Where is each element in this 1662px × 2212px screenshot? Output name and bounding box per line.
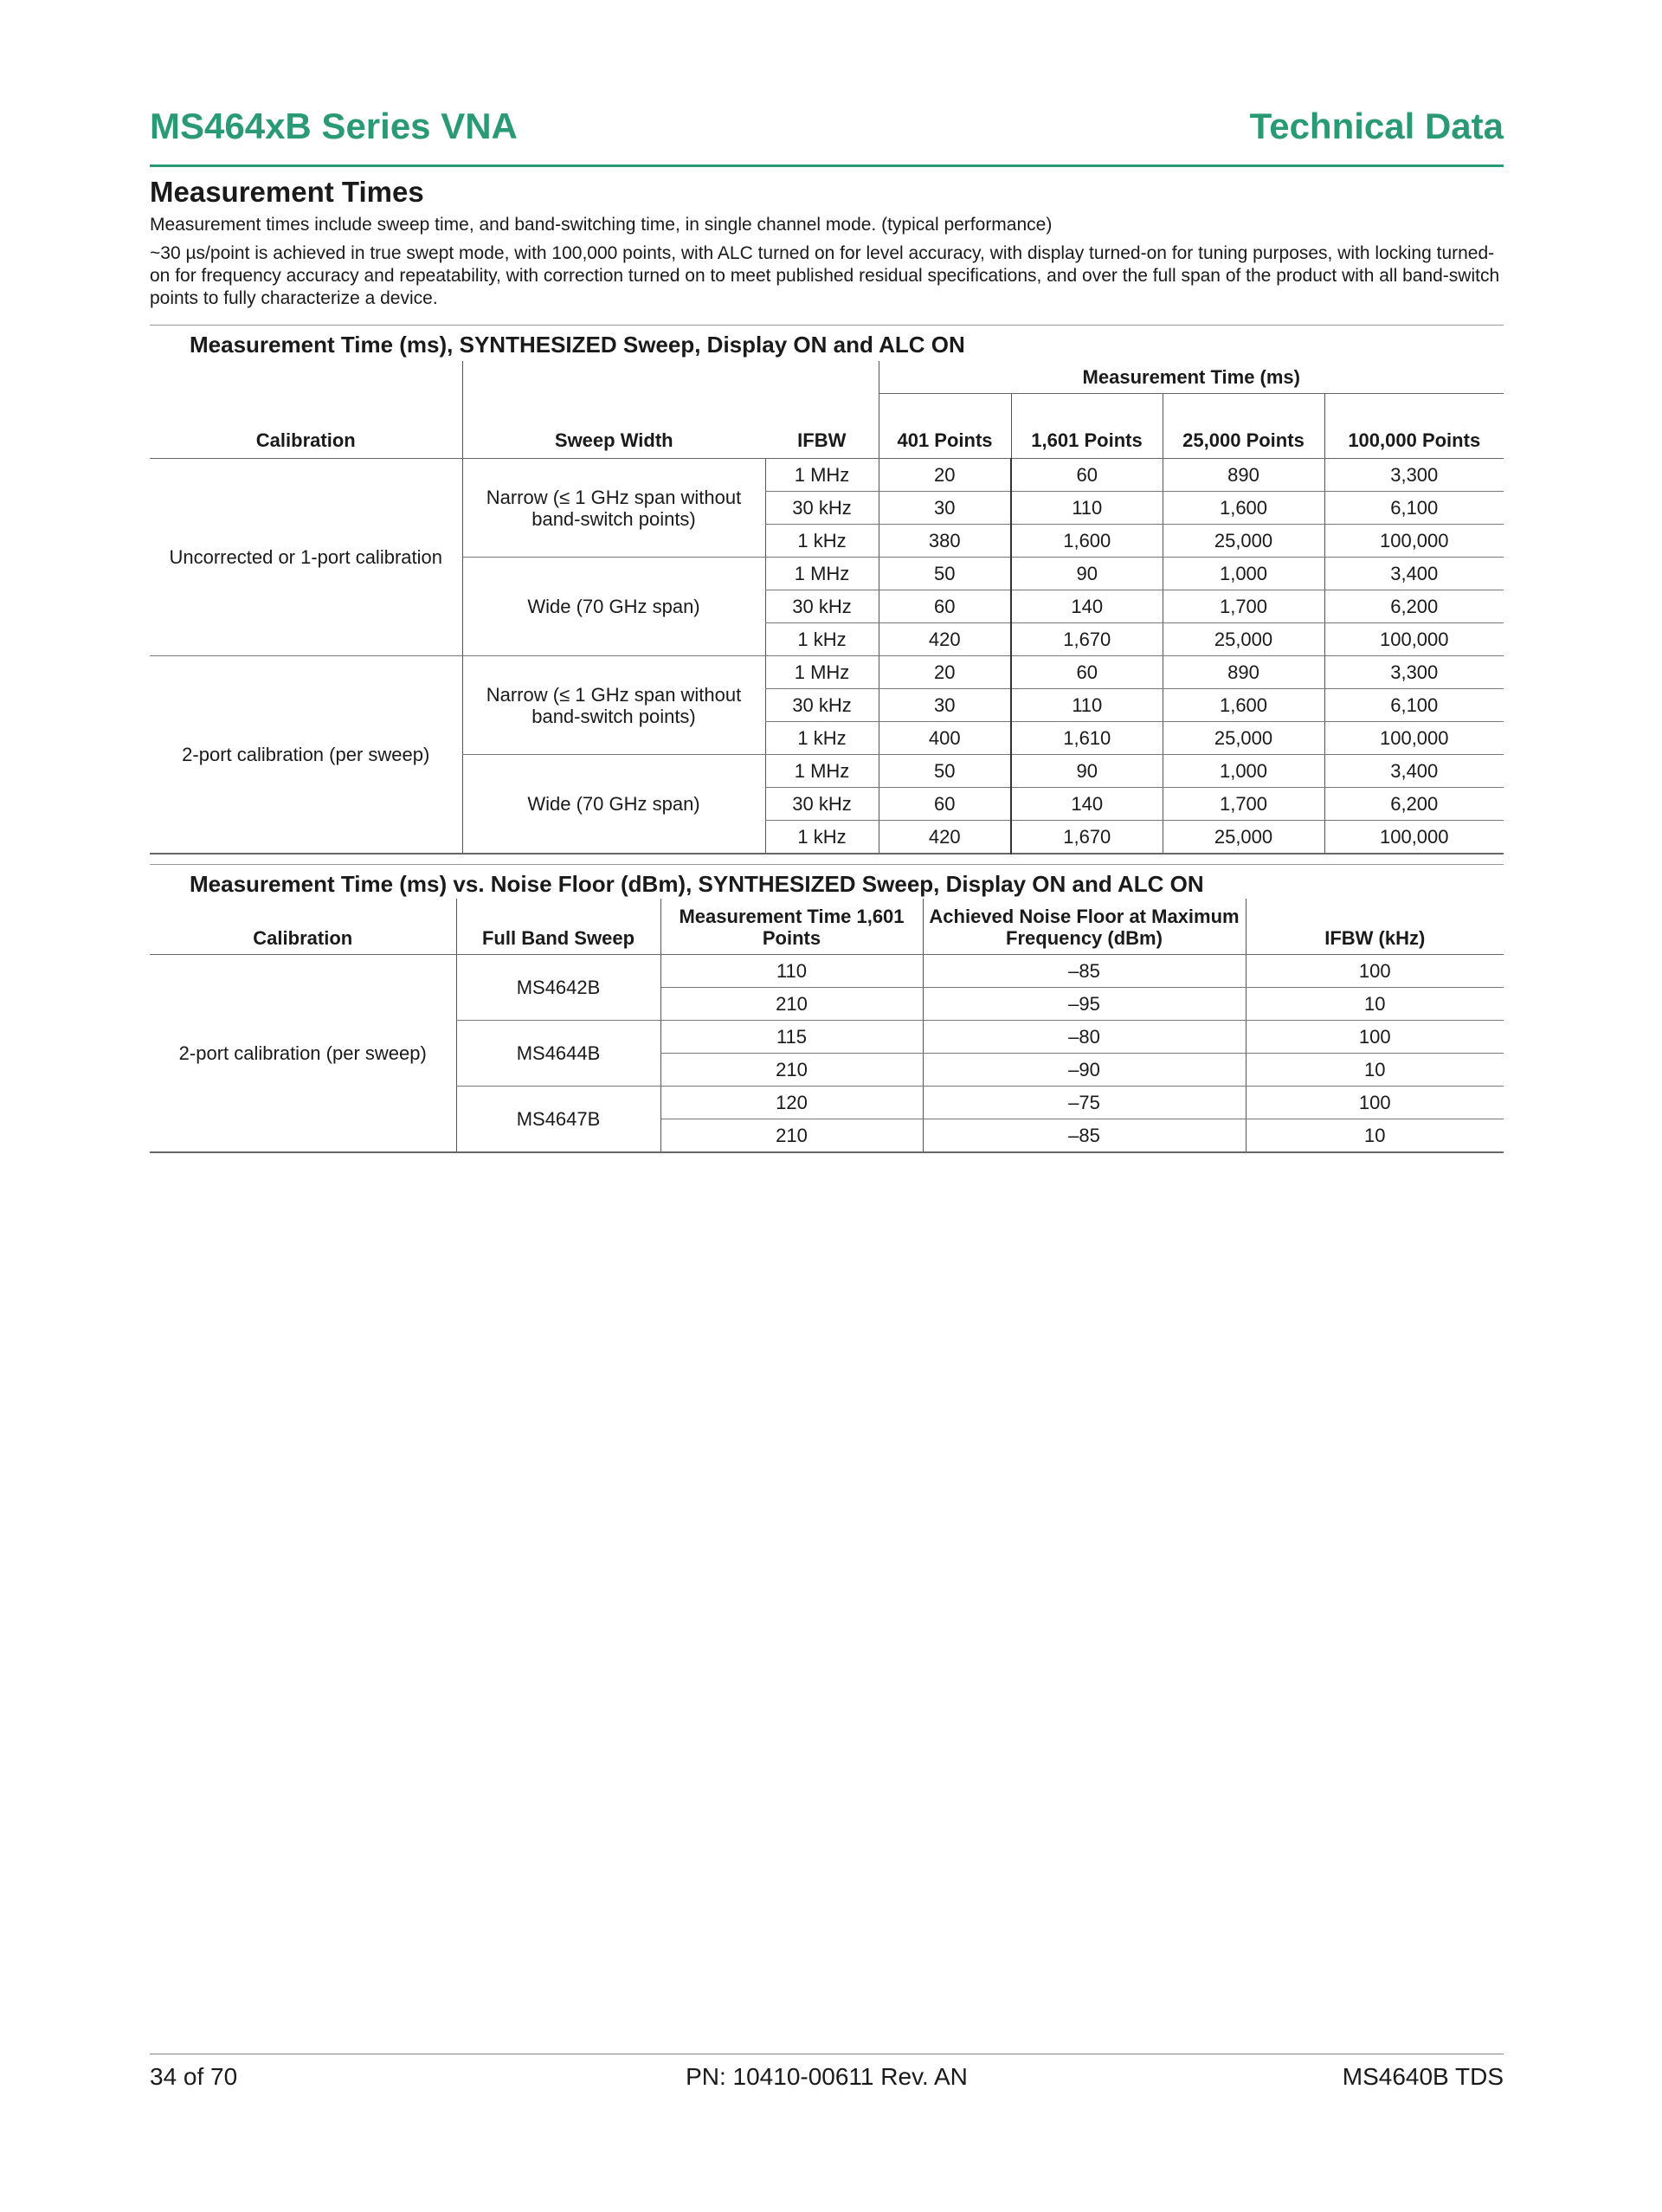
model-cell: MS4647B <box>456 1087 660 1153</box>
table-row <box>150 955 1504 988</box>
ifbw-cell: 1 MHz <box>765 459 879 492</box>
time-value-cell: 30 <box>879 492 1011 525</box>
calibration-cell: 2-port calibration (per sweep) <box>150 955 456 1153</box>
time-value-cell: 1,600 <box>1011 525 1163 558</box>
time-value-cell: 1,600 <box>1163 689 1324 722</box>
sweep-width-cell: Wide (70 GHz span) <box>462 755 765 854</box>
ifbw-cell: 30 kHz <box>765 689 879 722</box>
page-number: 34 of 70 <box>150 2063 238 2090</box>
time-value-cell: 3,400 <box>1324 755 1504 788</box>
time-value-cell: 25,000 <box>1163 623 1324 656</box>
ifbw-cell: 1 kHz <box>765 623 879 656</box>
time-value-cell: 100,000 <box>1324 623 1504 656</box>
ifbw-cell: 100 <box>1246 1021 1504 1054</box>
column-header: 401 Points <box>879 394 1011 459</box>
time-value-cell: 20 <box>879 656 1011 689</box>
time-value-cell: 140 <box>1011 590 1163 623</box>
time-value-cell: 6,200 <box>1324 788 1504 821</box>
time-value-cell: 1,000 <box>1163 755 1324 788</box>
noise-floor-table <box>150 899 1504 1153</box>
intro-text <box>150 214 1509 316</box>
time-value-cell: 1,700 <box>1163 590 1324 623</box>
time-value-cell: 380 <box>879 525 1011 558</box>
ifbw-cell: 1 MHz <box>765 755 879 788</box>
part-number: PN: 10410-00611 Rev. AN <box>686 2063 968 2090</box>
column-header: Achieved Noise Floor at Maximum Frequency (dBm) <box>923 899 1246 955</box>
ifbw-cell: 10 <box>1246 988 1504 1021</box>
header-spacer <box>150 361 462 394</box>
column-header: Calibration <box>150 394 462 459</box>
ifbw-cell: 100 <box>1246 1087 1504 1119</box>
measurement-time-cell: 210 <box>660 1054 923 1087</box>
time-value-cell: 25,000 <box>1163 722 1324 755</box>
section-label: Technical Data <box>1249 106 1504 146</box>
time-value-cell: 90 <box>1011 755 1163 788</box>
noise-floor-cell: –75 <box>923 1087 1246 1119</box>
ifbw-cell: 1 kHz <box>765 722 879 755</box>
time-value-cell: 3,400 <box>1324 558 1504 590</box>
time-value-cell: 60 <box>1011 656 1163 689</box>
intro-paragraph: ~30 µs/point is achieved in true swept mode, with 100,000 points, with ALC turned on for level accuracy, with display turned-on for tuning purposes, with locking turned-on for frequency accuracy and repeatability, with correction turned on to meet published residual specifications, and over the full span of the product with all band-switch points to fully characterize a device. <box>150 243 1500 308</box>
ifbw-cell: 30 kHz <box>765 788 879 821</box>
time-value-cell: 60 <box>1011 459 1163 492</box>
time-value-cell: 1,670 <box>1011 623 1163 656</box>
time-value-cell: 3,300 <box>1324 459 1504 492</box>
time-value-cell: 6,100 <box>1324 689 1504 722</box>
ifbw-cell: 1 MHz <box>765 656 879 689</box>
time-value-cell: 20 <box>879 459 1011 492</box>
time-value-cell: 1,700 <box>1163 788 1324 821</box>
section-title: Measurement Times <box>150 176 424 208</box>
measurement-time-cell: 210 <box>660 1119 923 1153</box>
time-value-cell: 420 <box>879 821 1011 854</box>
intro-paragraph: Measurement times include sweep time, and band-switching time, in single channel mode. (typical performance) <box>150 215 1053 235</box>
time-value-cell: 140 <box>1011 788 1163 821</box>
time-value-cell: 420 <box>879 623 1011 656</box>
ifbw-cell: 10 <box>1246 1119 1504 1153</box>
page-header <box>150 102 1504 167</box>
time-value-cell: 1,600 <box>1163 492 1324 525</box>
sweep-width-cell: Narrow (≤ 1 GHz span without band-switch points) <box>462 656 765 755</box>
column-header: Calibration <box>150 899 456 955</box>
time-value-cell: 50 <box>879 558 1011 590</box>
ifbw-cell: 100 <box>1246 955 1504 988</box>
header-spacer <box>765 361 879 394</box>
time-value-cell: 3,300 <box>1324 656 1504 689</box>
sweep-width-cell: Wide (70 GHz span) <box>462 558 765 656</box>
noise-floor-cell: –85 <box>923 955 1246 988</box>
ifbw-cell: 30 kHz <box>765 590 879 623</box>
table1-title-text: Measurement Time (ms), SYNTHESIZED Sweep, Display ON and ALC ON <box>190 332 965 358</box>
time-value-cell: 25,000 <box>1163 821 1324 854</box>
time-value-cell: 6,100 <box>1324 492 1504 525</box>
noise-floor-cell: –90 <box>923 1054 1246 1087</box>
measurement-time-cell: 115 <box>660 1021 923 1054</box>
column-header: Measurement Time 1,601 Points <box>660 899 923 955</box>
column-header: IFBW (kHz) <box>1246 899 1504 955</box>
time-value-cell: 890 <box>1163 656 1324 689</box>
ifbw-cell: 30 kHz <box>765 492 879 525</box>
measurement-time-cell: 120 <box>660 1087 923 1119</box>
time-value-cell: 100,000 <box>1324 525 1504 558</box>
table2-body <box>150 955 1504 1153</box>
measurement-time-cell: 110 <box>660 955 923 988</box>
measurement-time-cell: 210 <box>660 988 923 1021</box>
time-value-cell: 1,000 <box>1163 558 1324 590</box>
ifbw-cell: 10 <box>1246 1054 1504 1087</box>
column-header: 100,000 Points <box>1324 394 1504 459</box>
header-spacer <box>462 361 765 394</box>
ifbw-cell: 1 MHz <box>765 558 879 590</box>
time-value-cell: 1,610 <box>1011 722 1163 755</box>
table1-title <box>150 325 1504 358</box>
time-value-cell: 110 <box>1011 492 1163 525</box>
column-header: Full Band Sweep <box>456 899 660 955</box>
ifbw-cell: 1 kHz <box>765 821 879 854</box>
time-value-cell: 100,000 <box>1324 722 1504 755</box>
table1-body <box>150 459 1504 854</box>
time-value-cell: 100,000 <box>1324 821 1504 854</box>
table2-title <box>150 864 1504 898</box>
model-cell: MS4642B <box>456 955 660 1021</box>
ifbw-cell: 1 kHz <box>765 525 879 558</box>
column-header: 1,601 Points <box>1011 394 1163 459</box>
time-value-cell: 60 <box>879 590 1011 623</box>
noise-floor-cell: –85 <box>923 1119 1246 1153</box>
time-value-cell: 60 <box>879 788 1011 821</box>
time-value-cell: 25,000 <box>1163 525 1324 558</box>
column-header: Sweep Width <box>462 394 765 459</box>
time-value-cell: 400 <box>879 722 1011 755</box>
sweep-width-cell: Narrow (≤ 1 GHz span without band-switch points) <box>462 459 765 558</box>
table-row <box>150 656 1504 689</box>
time-value-cell: 6,200 <box>1324 590 1504 623</box>
time-value-cell: 30 <box>879 689 1011 722</box>
time-value-cell: 90 <box>1011 558 1163 590</box>
noise-floor-cell: –80 <box>923 1021 1246 1054</box>
table-row <box>150 459 1504 492</box>
calibration-cell: 2-port calibration (per sweep) <box>150 656 462 854</box>
document-name: MS4640B TDS <box>1342 2063 1504 2090</box>
page-footer <box>150 2054 1504 2090</box>
group-header: Measurement Time (ms) <box>879 361 1504 394</box>
series-title: MS464xB Series VNA <box>150 106 518 146</box>
column-header: 25,000 Points <box>1163 394 1324 459</box>
calibration-cell: Uncorrected or 1-port calibration <box>150 459 462 656</box>
time-value-cell: 1,670 <box>1011 821 1163 854</box>
time-value-cell: 890 <box>1163 459 1324 492</box>
noise-floor-cell: –95 <box>923 988 1246 1021</box>
column-header: IFBW <box>765 394 879 459</box>
time-value-cell: 110 <box>1011 689 1163 722</box>
measurement-time-table <box>150 361 1504 854</box>
table2-title-text: Measurement Time (ms) vs. Noise Floor (dBm), SYNTHESIZED Sweep, Display ON and ALC ON <box>190 871 1204 897</box>
model-cell: MS4644B <box>456 1021 660 1087</box>
time-value-cell: 50 <box>879 755 1011 788</box>
